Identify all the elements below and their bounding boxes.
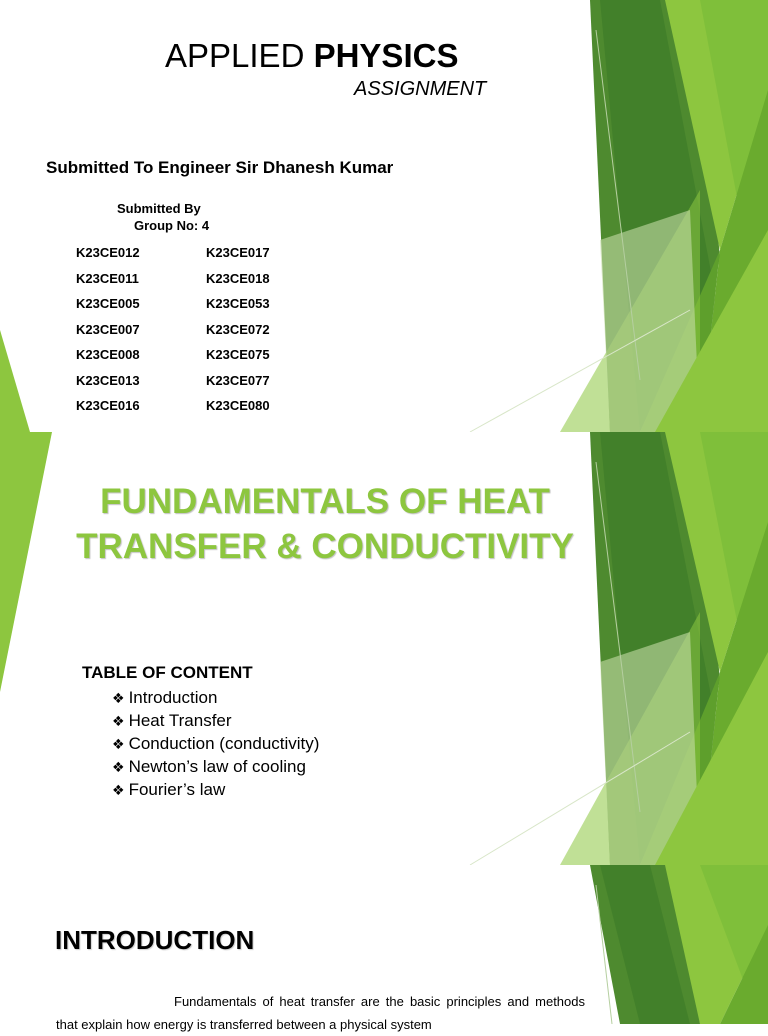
slide-table-of-content: [0, 432, 768, 865]
presentation-subtitle: ASSIGNMENT: [354, 78, 487, 100]
submitted-by-label: Submitted By: [117, 201, 201, 216]
toc-item-label: Introduction: [128, 688, 218, 707]
roll-number: K23CE018: [206, 270, 270, 286]
title-bold: PHYSICS: [313, 37, 459, 74]
slide-title-line-2: TRANSFER & CONDUCTIVITY: [76, 527, 574, 566]
toc-item: [112, 686, 319, 709]
group-number: Group No: 4: [134, 218, 210, 233]
slide-title-line-1: FUNDAMENTALS OF HEAT: [100, 482, 550, 521]
toc-item-label: Heat Transfer: [128, 711, 232, 730]
roll-number: K23CE080: [206, 398, 270, 413]
diamond-bullet-icon: ❖: [112, 737, 125, 753]
slide-title: [40, 479, 610, 569]
toc-item: [112, 778, 319, 801]
toc-heading: TABLE OF CONTENT: [82, 663, 253, 682]
roll-number: K23CE072: [206, 321, 270, 337]
diamond-bullet-icon: ❖: [112, 714, 125, 730]
introduction-paragraph: Fundamentals of heat transfer are the basic principles and methods that explain how energy is transferred between a physical system: [56, 994, 585, 1032]
slide-introduction: [0, 865, 768, 1032]
roll-number: K23CE013: [76, 372, 140, 388]
roll-number-list-left: [76, 243, 140, 422]
toc-item-label: Conduction (conductivity): [128, 734, 320, 753]
roll-number: K23CE017: [206, 245, 270, 260]
roll-number: K23CE075: [206, 347, 270, 362]
slide-cover: [0, 0, 768, 432]
toc-item: [112, 709, 319, 732]
diamond-bullet-icon: ❖: [112, 760, 125, 776]
roll-number: K23CE005: [76, 296, 140, 311]
slide-title: INTRODUCTION: [55, 925, 255, 955]
roll-number: K23CE011: [76, 270, 139, 286]
toc-item-label: Fourier’s law: [128, 780, 226, 799]
presentation-title: [165, 36, 458, 76]
roll-number: K23CE053: [206, 296, 270, 311]
roll-number-list-right: [206, 243, 270, 422]
toc-item: [112, 732, 319, 755]
roll-number: K23CE016: [76, 398, 140, 413]
toc-item-label: Newton’s law of cooling: [128, 757, 306, 776]
roll-number: K23CE007: [76, 321, 140, 337]
roll-number: K23CE008: [76, 347, 140, 362]
roll-number: K23CE077: [206, 372, 270, 388]
diamond-bullet-icon: ❖: [112, 783, 125, 799]
toc-item: [112, 755, 319, 778]
submitted-to-text: Submitted To Engineer Sir Dhanesh Kumar: [46, 158, 394, 177]
title-regular: APPLIED: [165, 37, 314, 74]
roll-number: K23CE012: [76, 245, 140, 260]
diamond-bullet-icon: ❖: [112, 691, 125, 707]
toc-list: [112, 686, 319, 801]
submitted-by-block: [117, 200, 209, 234]
